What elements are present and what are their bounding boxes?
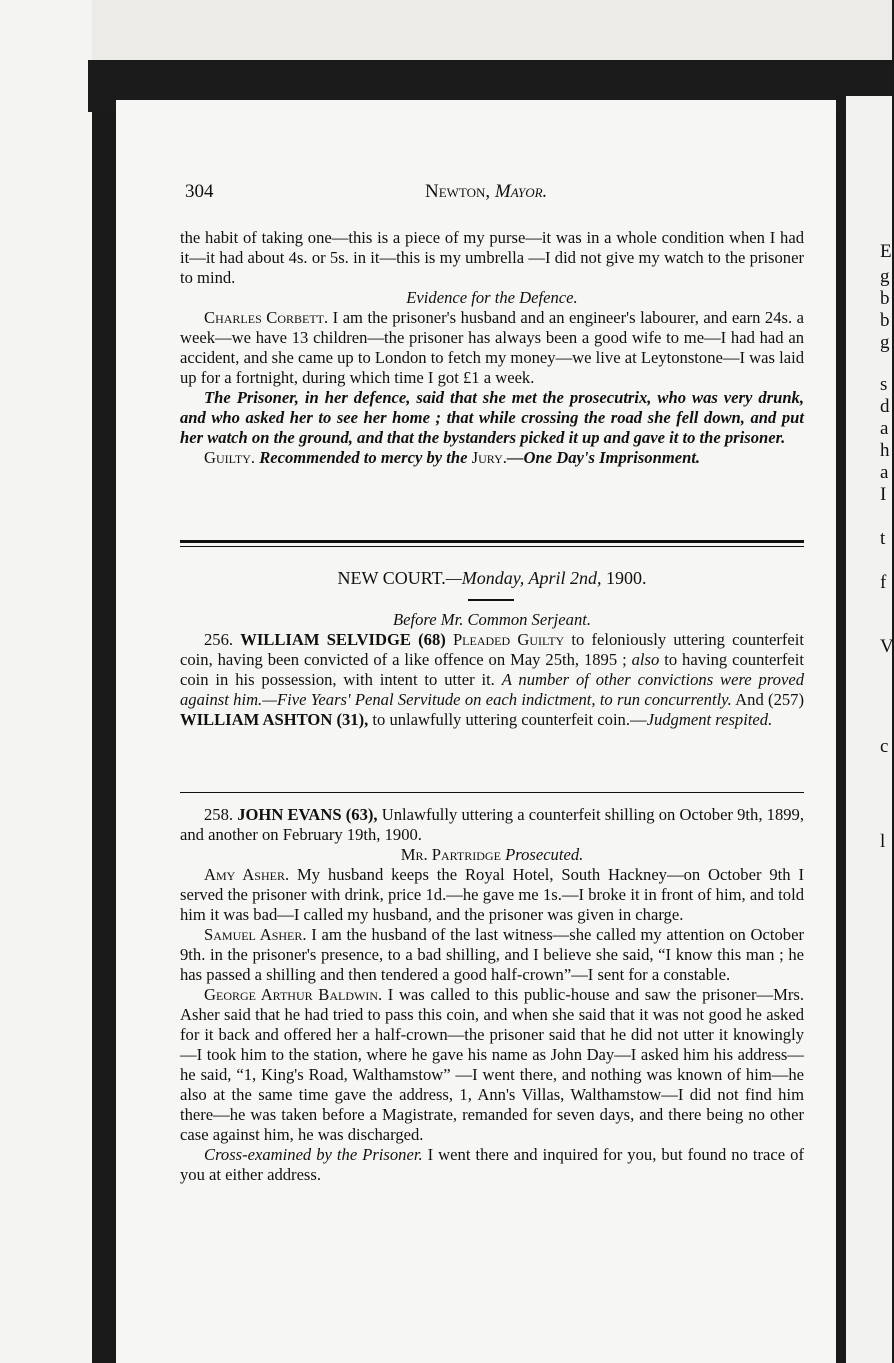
margin-fragment: g	[880, 332, 890, 353]
section-rule	[180, 540, 804, 543]
case-256-paragraph: 256. WILLIAM SELVIDGE (68) Pleaded Guilty to feloniously uttering counterfeit coin, having been convicted of a like offence on May 25th, 1895 ; also to having counterfeit coin in his possession, with intent to utter it. A number of other convictions were proved against him.—Five Years' Penal Servitude on each indictment, to run concurrently. And (257) WILLIAM ASHTON (31), to unlawfully uttering counterfeit coin.—Judgment respited.	[180, 630, 804, 729]
margin-fragment: a	[880, 462, 889, 483]
witness-name: Charles Corbett.	[204, 308, 329, 327]
case-top	[180, 228, 804, 468]
margin-fragment: b	[880, 310, 890, 331]
margin-fragment: I	[880, 484, 887, 505]
case-258-paragraph: 258. JOHN EVANS (63), Unlawfully uttering a counterfeit shilling on October 9th, 1899, and another on February 19th, 1900.	[180, 805, 804, 844]
margin-fragment: g	[880, 266, 890, 287]
before-judge: Before Mr. Common Serjeant.	[392, 610, 592, 629]
witness-amy-asher: Amy Asher. My husband keeps the Royal Hotel, South Hackney—on October 9th I served the prisoner with drink, price 1d.—he gave me 1s.—I broke it in front of him, and told him it was bad—I called my husband, and the prisoner was given in charge.	[180, 865, 805, 924]
margin-fragment: a	[880, 418, 889, 439]
running-title: Newton, Mayor.	[425, 181, 548, 202]
margin-fragment: s	[880, 374, 888, 395]
margin-fragment: b	[880, 288, 890, 309]
witness-paragraph: Charles Corbett. I am the prisoner's husband and an engineer's labourer, and earn 24s. a week—we have 13 children—the prisoner has always been a good wife to me—I had had an accident, and she came up to London to fetch my money—we live at Leytonstone—I was laid up for a fortnight, during which time I got £1 a week.	[180, 308, 804, 387]
margin-fragment: l	[880, 831, 886, 852]
cross-examination: Cross-examined by the Prisoner. I went there and inquired for you, but found no trace of you at either address.	[180, 1145, 804, 1184]
scan-top-edge	[0, 0, 892, 62]
case-256	[180, 610, 804, 730]
court-heading: NEW COURT.—Monday, April 2nd, 1900.	[337, 568, 647, 588]
margin-fragment: c	[880, 736, 889, 757]
witness-samuel-asher: Samuel Asher. I am the husband of the last witness—she called my attention on October 9th. in the prisoner's presence, to a bad shilling, and I believe she said, “I know this man ; he has passed a shilling and then tendered a good half-crown”—I sent for a constable.	[180, 925, 804, 984]
prisoner-defence: The Prisoner, in her defence, said that she met the prosecutrix, who was very drunk, and who asked her to see her home ; that while crossing the road she fell down, and put her watch on the ground, and that the bystanders picked it up and gave it to the prisoner.	[180, 388, 804, 447]
margin-fragment: t	[880, 528, 886, 549]
defence-heading: Evidence for the Defence.	[406, 288, 578, 307]
section-rule-thin	[180, 546, 804, 547]
margin-fragment: h	[880, 440, 890, 461]
case-top-continuation: the habit of taking one—this is a piece of my purse—it was in a whole condition when I had it—it had about 4s. or 5s. in it—this is my umbrella —I did not give my watch to the prisoner to mind.	[180, 228, 804, 287]
margin-fragment: E	[880, 241, 892, 262]
page-number: 304	[185, 181, 214, 202]
running-header	[185, 181, 805, 209]
case-divider	[180, 792, 804, 793]
witness-george-baldwin: George Arthur Baldwin. I was called to this public-house and saw the prisoner—Mrs. Asher said that he had tried to pass this coin, and when she said that it was not good he asked for it back and offered her a half-crown—the prisoner said that he did not utter it knowingly—I took him to the station, where he gave his name as John Day—I asked him his address—he said, “1, King's Road, Walthamstow” —I went there, and nothing was known of him—he also at the same time gave the address, 1, Ann's Villas, Walthamstow—I did not find him there—he was taken before a Magistrate, remanded for seven days, and there being no other case against him, he was discharged.	[180, 985, 804, 1144]
prosecutor-line: Mr. Partridge Prosecuted.	[400, 845, 584, 864]
margin-fragment: V	[880, 636, 894, 657]
margin-fragment: f	[880, 572, 887, 593]
margin-fragment: d	[880, 396, 890, 417]
verdict: Guilty. Recommended to mercy by the Jury.—One Day's Imprisonment.	[204, 448, 701, 467]
court-short-rule	[468, 599, 514, 601]
case-258	[180, 805, 804, 1185]
facing-page-edge	[846, 96, 892, 1363]
scan-left-margin	[0, 0, 92, 1363]
